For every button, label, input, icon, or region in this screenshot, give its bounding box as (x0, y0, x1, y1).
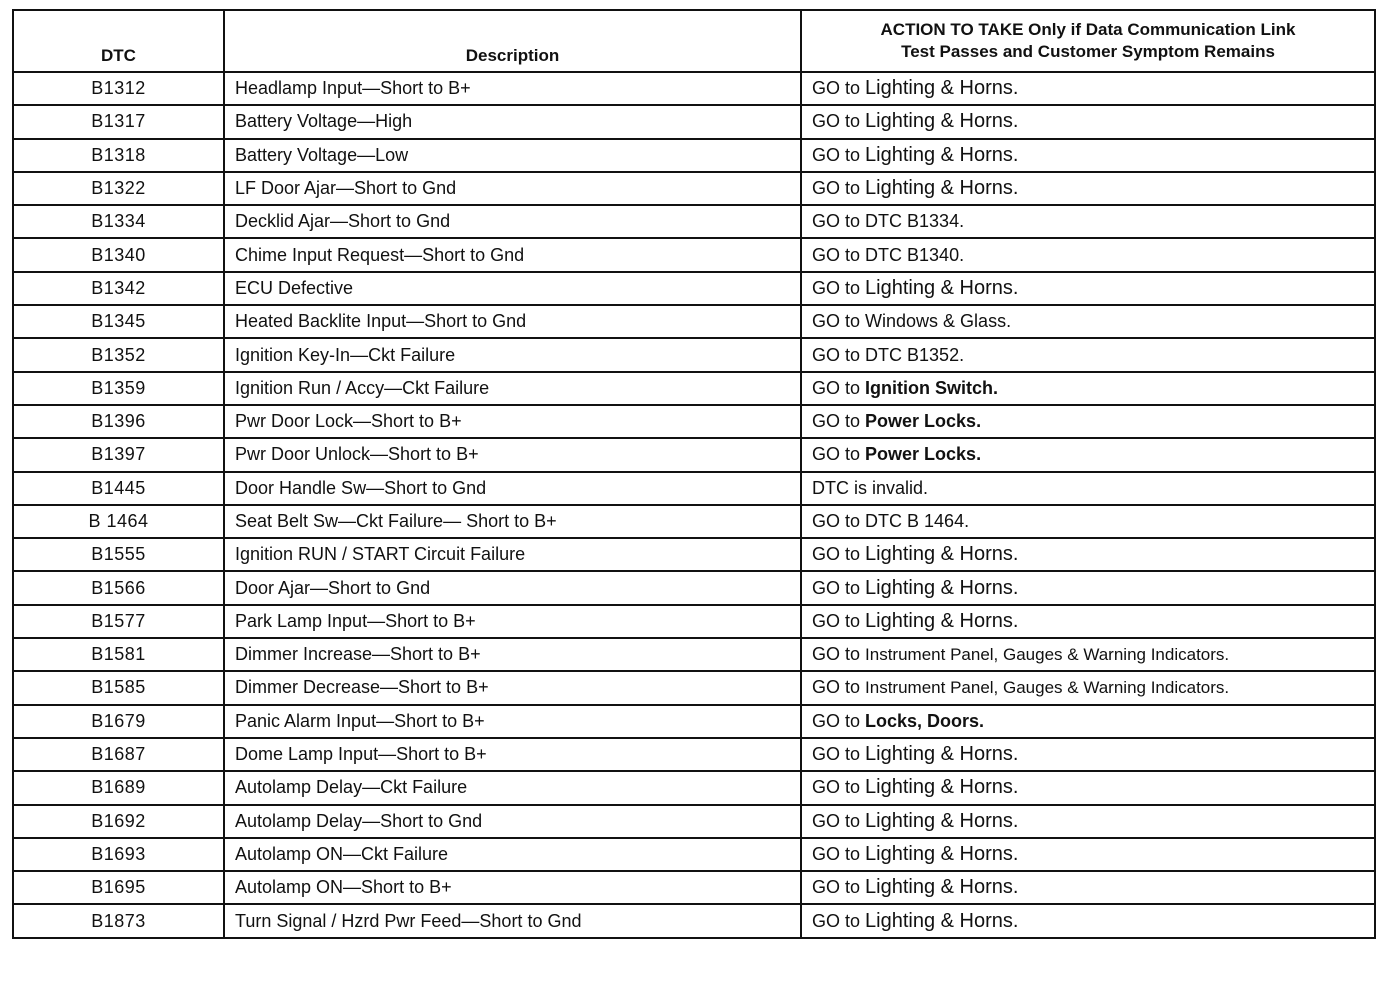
action-target: Lighting & Horns. (865, 576, 1019, 599)
action-prefix: GO to (812, 677, 861, 698)
action-prefix: GO to (812, 311, 861, 332)
action-prefix: GO to (812, 144, 861, 165)
dtc-code-cell: B1359 (13, 372, 224, 405)
table-row (13, 205, 1375, 238)
description-cell: Seat Belt Sw—Ckt Failure— Short to B+ (224, 505, 801, 538)
dtc-code-cell: B1577 (13, 605, 224, 638)
action-target: DTC B 1464. (865, 511, 970, 531)
dtc-code-cell: B1689 (13, 771, 224, 804)
table-row (13, 538, 1375, 571)
table-row (13, 871, 1375, 904)
description-cell: Battery Voltage—Low (224, 139, 801, 172)
action-target: Lighting & Horns. (865, 842, 1019, 865)
table-row (13, 139, 1375, 172)
table-row (13, 338, 1375, 371)
action-header-line-1: ACTION TO TAKE Only if Data Communication Link (880, 20, 1296, 39)
description-cell: Turn Signal / Hzrd Pwr Feed—Short to Gnd (224, 904, 801, 937)
dtc-column-header: DTC (13, 10, 224, 72)
action-prefix: GO to (812, 244, 861, 265)
action-prefix: GO to (812, 644, 861, 665)
action-cell (801, 405, 1375, 438)
action-target: Ignition Switch. (865, 377, 999, 398)
action-cell (801, 738, 1375, 771)
table-row (13, 105, 1375, 138)
action-cell (801, 238, 1375, 271)
action-cell (801, 838, 1375, 871)
action-prefix: GO to (812, 843, 861, 864)
action-prefix: GO to (812, 511, 861, 531)
action-target: Windows & Glass. (865, 311, 1012, 332)
header-row (13, 10, 1375, 72)
action-prefix: GO to (812, 910, 861, 931)
description-cell: Pwr Door Lock—Short to B+ (224, 405, 801, 438)
dtc-code-cell: B1687 (13, 738, 224, 771)
table-row (13, 405, 1375, 438)
description-cell: Pwr Door Unlock—Short to B+ (224, 438, 801, 471)
table-row (13, 305, 1375, 338)
table-row (13, 472, 1375, 505)
action-cell (801, 771, 1375, 804)
action-target: Lighting & Horns. (865, 143, 1019, 166)
dtc-code-cell: B1322 (13, 172, 224, 205)
dtc-code-cell: B1396 (13, 405, 224, 438)
action-prefix: GO to (812, 344, 861, 365)
description-cell: LF Door Ajar—Short to Gnd (224, 172, 801, 205)
action-target: Instrument Panel, Gauges & Warning Indicators. (865, 645, 1230, 665)
dtc-code-cell: B1581 (13, 638, 224, 671)
action-cell (801, 139, 1375, 172)
action-cell (801, 272, 1375, 305)
action-cell (801, 372, 1375, 405)
table-row (13, 172, 1375, 205)
action-target: Power Locks. (865, 444, 982, 465)
description-cell: ECU Defective (224, 272, 801, 305)
action-target: Lighting & Horns. (865, 110, 1019, 133)
table-row (13, 272, 1375, 305)
action-cell (801, 605, 1375, 638)
table-row (13, 505, 1375, 538)
table-body (13, 72, 1375, 938)
action-prefix: GO to (812, 277, 861, 298)
table-row (13, 805, 1375, 838)
action-target: Lighting & Horns. (865, 743, 1019, 766)
description-cell: Ignition RUN / START Circuit Failure (224, 538, 801, 571)
table-row (13, 738, 1375, 771)
description-cell: Panic Alarm Input—Short to B+ (224, 705, 801, 738)
action-prefix: GO to (812, 810, 861, 831)
dtc-code-cell: B1345 (13, 305, 224, 338)
table-row (13, 705, 1375, 738)
dtc-code-cell: B1312 (13, 72, 224, 105)
description-column-header: Description (224, 10, 801, 72)
action-cell (801, 472, 1375, 505)
description-cell: Park Lamp Input—Short to B+ (224, 605, 801, 638)
action-prefix: GO to (812, 777, 861, 798)
table-row (13, 904, 1375, 937)
dtc-code-cell: B1555 (13, 538, 224, 571)
action-cell (801, 871, 1375, 904)
table-row (13, 671, 1375, 704)
action-cell (801, 638, 1375, 671)
table-row (13, 571, 1375, 604)
description-cell: Ignition Run / Accy—Ckt Failure (224, 372, 801, 405)
description-cell: Dimmer Decrease—Short to B+ (224, 671, 801, 704)
action-prefix: GO to (812, 444, 861, 465)
action-prefix: GO to (812, 610, 861, 631)
action-column-header (801, 10, 1375, 72)
action-target: Instrument Panel, Gauges & Warning Indicators. (865, 678, 1230, 698)
action-cell (801, 904, 1375, 937)
action-prefix: GO to (812, 211, 861, 232)
action-header-line-2: Test Passes and Customer Symptom Remains (901, 42, 1275, 61)
table-row (13, 72, 1375, 105)
dtc-code-cell: B1566 (13, 571, 224, 604)
dtc-code-cell: B1585 (13, 671, 224, 704)
action-cell (801, 805, 1375, 838)
description-cell: Autolamp Delay—Ckt Failure (224, 771, 801, 804)
action-target: Lighting & Horns. (865, 609, 1019, 632)
table-row (13, 771, 1375, 804)
dtc-table (12, 9, 1376, 939)
description-cell: Decklid Ajar—Short to Gnd (224, 205, 801, 238)
action-prefix: GO to (812, 577, 861, 598)
description-cell: Door Ajar—Short to Gnd (224, 571, 801, 604)
table-row (13, 238, 1375, 271)
description-cell: Dome Lamp Input—Short to B+ (224, 738, 801, 771)
dtc-code-cell: B1397 (13, 438, 224, 471)
action-cell (801, 671, 1375, 704)
description-cell: Chime Input Request—Short to Gnd (224, 238, 801, 271)
action-prefix: GO to (812, 78, 861, 99)
dtc-code-cell: B1695 (13, 871, 224, 904)
dtc-code-cell: B1317 (13, 105, 224, 138)
action-target: Lighting & Horns. (865, 909, 1019, 932)
table-row (13, 372, 1375, 405)
action-target: Lighting & Horns. (865, 77, 1019, 100)
action-prefix: GO to (812, 178, 861, 199)
dtc-code-cell: B1873 (13, 904, 224, 937)
action-target: Locks, Doors. (865, 710, 985, 731)
dtc-code-cell: B 1464 (13, 505, 224, 538)
action-prefix: GO to (812, 744, 861, 765)
action-cell (801, 338, 1375, 371)
description-cell: Headlamp Input—Short to B+ (224, 72, 801, 105)
action-cell (801, 705, 1375, 738)
action-cell (801, 205, 1375, 238)
action-target: Lighting & Horns. (865, 809, 1019, 832)
action-cell (801, 538, 1375, 571)
description-cell: Heated Backlite Input—Short to Gnd (224, 305, 801, 338)
action-target: DTC B1352. (865, 344, 965, 365)
dtc-code-cell: B1342 (13, 272, 224, 305)
dtc-code-cell: B1318 (13, 139, 224, 172)
action-target: DTC B1340. (865, 244, 965, 265)
action-target: Lighting & Horns. (865, 276, 1019, 299)
action-target: Lighting & Horns. (865, 776, 1019, 799)
dtc-code-cell: B1445 (13, 472, 224, 505)
action-cell (801, 438, 1375, 471)
action-target: DTC B1334. (865, 211, 965, 232)
dtc-code-cell: B1693 (13, 838, 224, 871)
table-row (13, 438, 1375, 471)
action-prefix: GO to (812, 877, 861, 898)
description-cell: Door Handle Sw—Short to Gnd (224, 472, 801, 505)
action-prefix: GO to (812, 111, 861, 132)
action-cell (801, 105, 1375, 138)
action-cell (801, 172, 1375, 205)
table-row (13, 605, 1375, 638)
table-row (13, 638, 1375, 671)
description-cell: Autolamp ON—Short to B+ (224, 871, 801, 904)
action-prefix: GO to (812, 710, 861, 731)
dtc-code-cell: B1340 (13, 238, 224, 271)
action-target: Power Locks. (865, 411, 982, 432)
action-cell (801, 505, 1375, 538)
dtc-code-cell: B1679 (13, 705, 224, 738)
action-cell (801, 571, 1375, 604)
table-row (13, 838, 1375, 871)
action-target: Lighting & Horns. (865, 876, 1019, 899)
action-prefix: GO to (812, 544, 861, 565)
action-cell (801, 72, 1375, 105)
table-header (13, 10, 1375, 72)
description-cell: Battery Voltage—High (224, 105, 801, 138)
description-cell: Dimmer Increase—Short to B+ (224, 638, 801, 671)
action-cell (801, 305, 1375, 338)
action-prefix: GO to (812, 411, 861, 432)
action-target: Lighting & Horns. (865, 543, 1019, 566)
dtc-code-cell: B1334 (13, 205, 224, 238)
dtc-code-cell: B1692 (13, 805, 224, 838)
action-target: DTC is invalid. (812, 477, 929, 498)
description-cell: Autolamp Delay—Short to Gnd (224, 805, 801, 838)
dtc-code-cell: B1352 (13, 338, 224, 371)
action-target: Lighting & Horns. (865, 177, 1019, 200)
description-cell: Ignition Key-In—Ckt Failure (224, 338, 801, 371)
action-prefix: GO to (812, 377, 861, 398)
description-cell: Autolamp ON—Ckt Failure (224, 838, 801, 871)
